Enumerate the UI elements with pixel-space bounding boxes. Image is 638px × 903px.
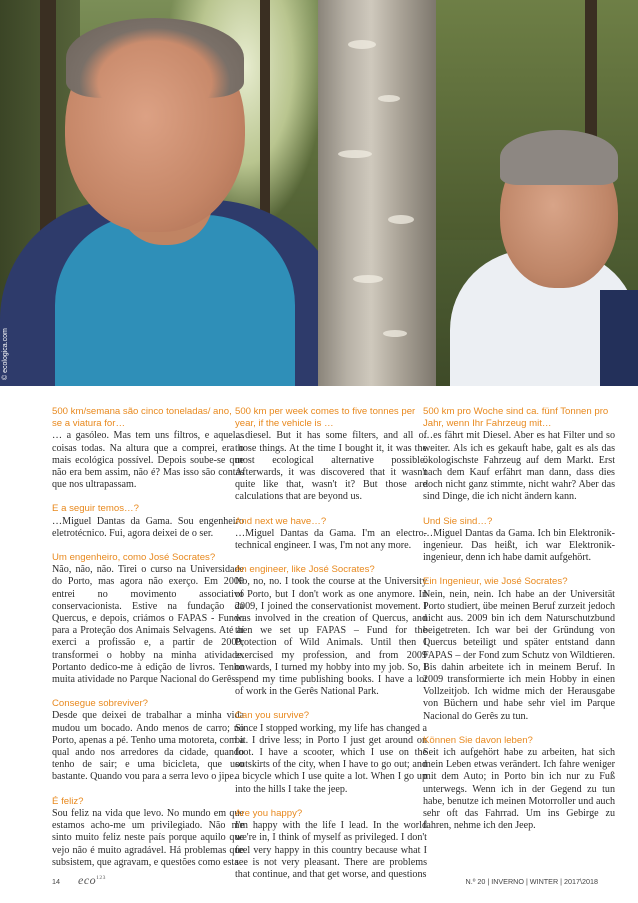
- question: 500 km/semana são cinco toneladas/ ano, se a viatura for…: [52, 406, 232, 430]
- question: Ein Ingenieur, wie José Socrates?: [423, 576, 568, 588]
- column-portuguese: [52, 406, 244, 881]
- logo-text: eco: [78, 873, 97, 887]
- answer: …Miguel Dantas da Gama. Ich bin Elektronik-ingenieur. Das heißt, ich war Elektronik-ingenieur, denn ich habe damit aufgehört.: [423, 527, 615, 564]
- question: Can you survive?: [235, 710, 310, 722]
- magazine-logo: [78, 873, 106, 888]
- tree-trunk: [318, 0, 436, 386]
- answer: No, no, no. I took the course at the University of Porto, but I don't work as one anymore. In 2009, I joined the conservationist movement. I was involved in the creation of Quercus, and then we set up FAPAS – Fund for the Protection of Wild Animals. Until then I exercised my profession, and from 2009 onwards, I turned my hobby into my job. So, I spend my time publishing books. I have a lot of work in the Gerês National Park.: [235, 576, 427, 698]
- photo-credit: [2, 368, 9, 380]
- question: E a seguir temos…?: [52, 503, 139, 515]
- background-tree-trunk: [40, 0, 56, 240]
- issue-info: N.º 20 | INVERNO | WINTER | 2017\2018: [465, 877, 598, 886]
- question: Consegue sobreviver?: [52, 698, 148, 710]
- question: Are you happy?: [235, 807, 303, 819]
- page-footer: [0, 872, 638, 892]
- man-left-hair: [66, 18, 244, 98]
- answer: I'm happy with the life I lead. In the world we're in, I think of myself as privileged. I don't feel very happy in this country because what I see is not very pleasant. There are problems that continue, and that get worse, and questions: [235, 820, 427, 880]
- question: And next we have…?: [235, 515, 327, 527]
- answer: Desde que deixei de trabalhar a minha vida mudou um bocado. Ando menos de carro; no Porto, apenas a pé. Tenho uma motoreta, com a qual ando nos arredores da cidade, quando tenho de sair; e uma bicicleta, que uso bastante. Quando vou para a serra levo o jipe.: [52, 710, 244, 783]
- answer: Since I stopped working, my life has changed a bit. I drive less; in Porto I just get around on foot. I have a scooter, which I use on the outskirts of the city, when I have to go out; and a bicycle which I use quite a lot. When I go up into the hills I take the jeep.: [235, 722, 427, 795]
- answer: …diesel. But it has some filters, and all of those things. At the time I bought it, it was the most ecological alternative possible. Afterwards, it was discovered that it wasn't quite like that, wasn't it? But those are calculations that are beyond us.: [235, 430, 427, 503]
- question: Können Sie davon leben?: [423, 734, 533, 746]
- background-tree-trunk: [260, 0, 270, 230]
- column-german: [423, 406, 615, 845]
- question: Um engenheiro, como José Socrates?: [52, 552, 216, 564]
- answer: Não, não, não. Tirei o curso na Universidade do Porto, mas agora não exerço. Em 2009 entrei no movimento associativo conservacionista. Estive na fundação da Quercus, e depois, criámos o FAPAS - Fundo para a Proteção dos Animais Selvagens. Até aí exerci a profissão e, a partir de 2009, transformei o hobby na minha atividade. Portanto dedico-me à edição de livros. Tenho muita atividade no Parque Nacional do Gerês.: [52, 564, 244, 686]
- answer: … a gasóleo. Mas tem uns filtros, e aquelas coisas todas. Na altura que a comprei, era o mais ecológica possível. Depois soube-se que não era bem assim, não é? Mas isso são contas que nos ultrapassam.: [52, 430, 244, 491]
- answer: Seit ich aufgehört habe zu arbeiten, hat sich mein Leben etwas verändert. Ich fahre weniger mit dem Auto; in Porto bin ich nur zu Fuß unterwegs. Wenn ich in der Gegend zu tun habe, benutze ich meinen Motorroller und auch sehr oft das Fahrrad. Um ins Gebirge zu fahren, nehme ich den Jeep.: [423, 747, 615, 832]
- answer: …Miguel Dantas da Gama. I'm an electro-technical engineer. I was, I'm not any more.: [235, 527, 427, 552]
- logo-superscript: 123: [96, 875, 106, 881]
- question: Und Sie sind…?: [423, 515, 493, 527]
- man-right-jacket: [600, 290, 638, 386]
- question: An engineer, like José Socrates?: [235, 564, 375, 576]
- page-number: 14: [52, 877, 60, 886]
- cover-photo: [0, 0, 638, 386]
- question: 500 km per week comes to five tonnes per year, if the vehicle is …: [235, 406, 416, 430]
- man-right-hair: [500, 130, 618, 185]
- answer: Sou feliz na vida que levo. No mundo em que estamos acho-me um privilegiado. Não me sinto muito feliz neste país porque aquilo que vejo não é muito agradável. Há problemas que subsistem, que agravam, e questões como esta: [52, 807, 244, 868]
- question: É feliz?: [52, 795, 84, 807]
- answer: Nein, nein, nein. Ich habe an der Universität Porto studiert, übe meinen Beruf zurzeit jedoch nicht aus. 2009 bin ich dem Naturschutzbund beigetreten. Ich war bei der Gründung von Quercus beteiligt und später entstand dann FAPAS – der Fond zum Schutz von Wildtieren. Bis dahin arbeitete ich in meinem Beruf. In 2009 transformierte ich mein Hobby in einen Vollzeitjob. Ich widme mich der Herausgabe von Büchern und habe sehr viel im Parque Nacional do Gerês zu tun.: [423, 588, 615, 722]
- answer: …Miguel Dantas da Gama. Sou engenheiro eletrotécnico. Fui, agora deixei de o ser.: [52, 515, 244, 539]
- answer: …es fährt mit Diesel. Aber es hat Filter und so weiter. Als ich es gekauft habe, galt es als das ökologischste Fahrzeug auf dem Markt. Erst nach dem Kauf erfährt man dann, dass dies doch nicht ganz stimmte, nicht wahr? Aber das sind Dinge, die ich nicht ändern kann.: [423, 430, 615, 503]
- question: 500 km pro Woche sind ca. fünf Tonnen pro Jahr, wenn Ihr Fahrzeug mit…: [423, 406, 609, 430]
- column-english: [235, 406, 427, 893]
